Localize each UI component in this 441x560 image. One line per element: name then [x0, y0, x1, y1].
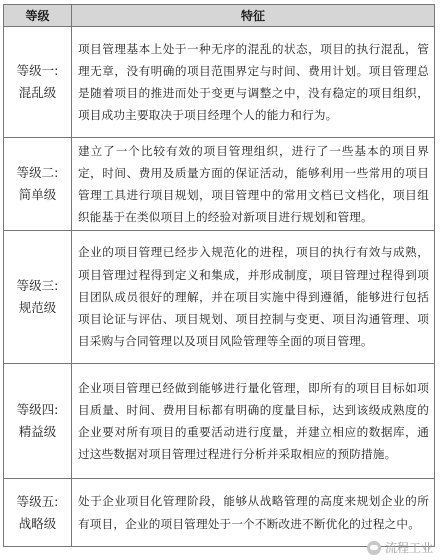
level-cell [4, 27, 72, 138]
feature-cell: 处于企业项目化管理阶段，能够从战略管理的高度来规划企业的所有项目，企业的项目管理处于一个不断改进不断优化的过程之中。 [72, 479, 435, 547]
level-name: 混乱级 [18, 85, 57, 100]
table-row [4, 479, 435, 547]
table-row [4, 27, 435, 138]
header-feature: 特征 [72, 5, 435, 27]
feature-cell: 建立了一个比较有效的项目管理组织，进行了一些基本的项目界定，时间、费用及质量方面的保证活动，能够利用一些常用的项目管理工具进行项目规划，项目管理中的常用文档已文档化，项目组织能基于在类似项目上的经验对新项目进行规划和管理。 [72, 138, 435, 231]
level-number: 等级一: [16, 63, 59, 78]
header-level: 等级 [4, 5, 72, 27]
maturity-table-container [3, 4, 434, 547]
level-cell [4, 364, 72, 479]
watermark-text: 流程工业 [384, 541, 433, 555]
wechat-icon [367, 541, 381, 555]
level-cell [4, 138, 72, 231]
level-cell [4, 479, 72, 547]
level-name: 精益级 [18, 424, 57, 439]
feature-cell: 企业项目管理已经做到能够进行量化管理，即所有的项目目标如项目质量、时间、费用目标都有明确的度量目标，达到该级成熟度的企业要对所有项目的重要活动进行度量，并建立相应的数据库，通过这些数据对项目管理过程进行分析并采取相应的预防措施。 [72, 364, 435, 479]
maturity-level-table [3, 4, 435, 547]
level-number: 等级三: [16, 278, 59, 293]
level-number: 等级二: [16, 165, 59, 180]
level-number: 等级五: [16, 493, 59, 509]
table-row [4, 231, 435, 364]
table-header-row [4, 5, 435, 27]
level-number: 等级四: [16, 402, 59, 417]
level-name: 简单级 [18, 187, 57, 202]
level-name: 战略级 [18, 515, 57, 531]
watermark [367, 539, 433, 556]
level-name: 规范级 [18, 300, 57, 315]
feature-cell: 企业的项目管理已经步入规范化的进程，项目的执行有效与成熟，项目管理过程得到定义和集成，并形成制度，项目管理过程得到项目团队成员很好的理解，并在项目实施中得到遵循，能够进行包括项目论证与评估、项目规划、项目控制与变更、项目沟通管理、项目采购与合同管理以及项目风险管理等全面的项目管理。 [72, 231, 435, 364]
table-row [4, 364, 435, 479]
level-cell [4, 231, 72, 364]
feature-cell: 项目管理基本上处于一种无序的混乱的状态，项目的执行混乱，管理无章，没有明确的项目范围界定与时间、费用计划。项目管理总是随着项目的推进而处于变更与调整之中，没有稳定的项目组织，项目成功主要取决于项目经理个人的能力和行为。 [72, 27, 435, 138]
table-row [4, 138, 435, 231]
